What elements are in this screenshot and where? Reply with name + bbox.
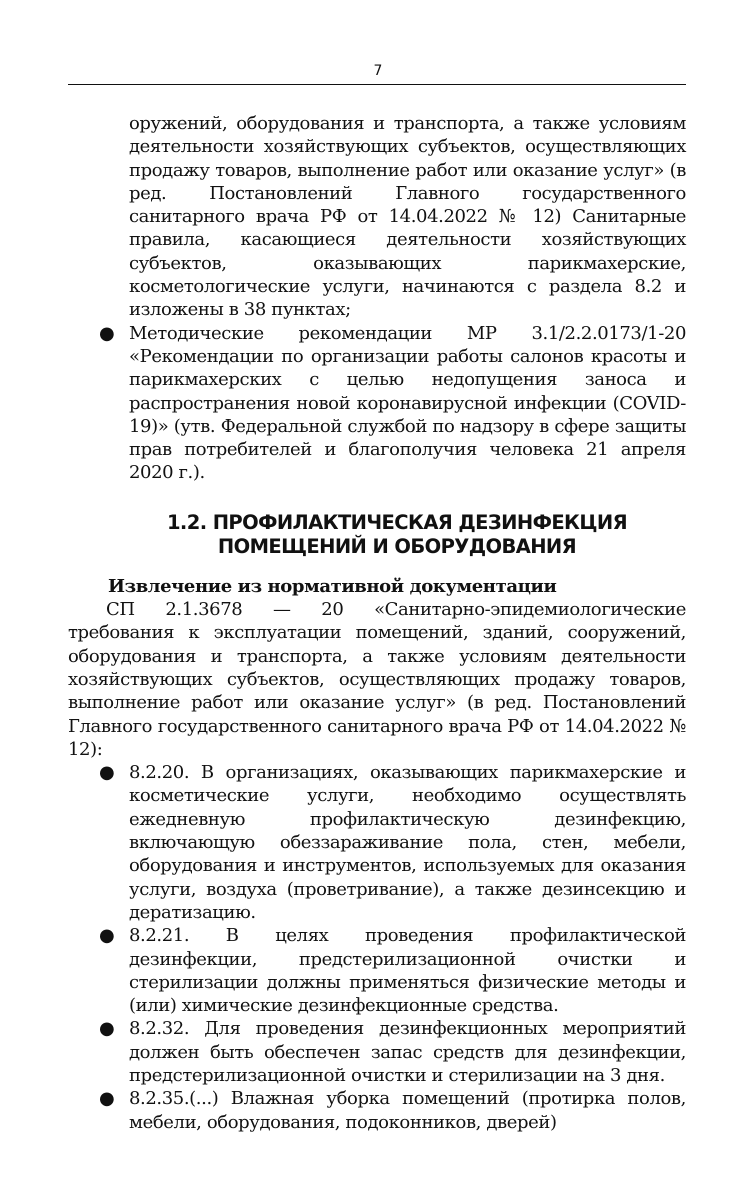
intro-continuation: оружений, оборудования и транспорта, а также условиям деятельности хозяйствующих субъектов, осуществляющих продажу товаров, выполнение работ или оказание услуг» (в ред. Постановлений Главного государственного санитарного врача РФ от 14.04.2022 № 12) Санитарные правила, касающиеся деятельности хозяйствующих субъектов, оказывающих парикмахерские, косметологические услуги, начинаются с раздела 8.2 и изложены в 38 пунктах; bbox=[129, 113, 686, 321]
list-item bbox=[68, 1017, 686, 1087]
bullet-icon: ● bbox=[99, 322, 115, 344]
header-divider bbox=[68, 84, 686, 85]
list-item-text: 8.2.32. Для проведения дезинфекционных мероприятий должен быть обеспечен запас средств для дезинфекции, предстерилизационной очистки и стерилизации на 3 дня. bbox=[129, 1018, 686, 1086]
subheading: Извлечение из нормативной документации bbox=[108, 575, 557, 597]
list-item-text: 8.2.21. В целях проведения профилактической дезинфекции, предстерилизационной очистки и стерилизации должны применяться физические методы и (или) химические дезинфекционные средства. bbox=[129, 925, 686, 1017]
list-item bbox=[68, 322, 686, 485]
bullet-icon: ● bbox=[99, 762, 115, 784]
page-content bbox=[68, 112, 686, 1134]
page-number: 7 bbox=[373, 63, 383, 79]
section-heading-line-1: 1.2. ПРОФИЛАКТИЧЕСКАЯ ДЕЗИНФЕКЦИЯ bbox=[166, 510, 628, 534]
bullet-icon: ● bbox=[99, 925, 115, 947]
bullet-icon: ● bbox=[99, 1018, 115, 1040]
list-item-text: 8.2.20. В организациях, оказывающих парикмахерские и косметические услуги, необходимо осуществлять ежедневную профилактическую дезинфекцию, включающую обеззараживание пола, стен, мебели, оборудования и инструментов, используемых для оказания услуги, воздуха (проветривание), а также дезинсекцию и дератизацию. bbox=[129, 762, 686, 923]
list-item bbox=[68, 761, 686, 924]
section-heading bbox=[68, 511, 686, 559]
list-item-text: Методические рекомендации МР 3.1/2.2.0173/1-20 «Рекомендации по организации работы салонов красоты и парикмахерских с целью недопущения заноса и распространения новой коронавирусной инфекции (COVID-19)» (утв. Федеральной службой по надзору в сфере защиты прав потребителей и благополучия человека 21 апреля 2020 г.). bbox=[129, 322, 686, 484]
bullet-icon: ● bbox=[99, 1088, 115, 1110]
list-item bbox=[68, 1087, 686, 1134]
section-heading-line-2: ПОМЕЩЕНИЙ И ОБОРУДОВАНИЯ bbox=[217, 534, 577, 558]
list-item-text: 8.2.35.(...) Влажная уборка помещений (протирка полов, мебели, оборудования, подоконников, дверей) bbox=[129, 1088, 686, 1133]
list-item bbox=[68, 924, 686, 1017]
body-paragraph: СП 2.1.3678 — 20 «Санитарно-эпидемиологические требования к эксплуатации помещений, зданий, сооружений, оборудования и транспорта, а также условиям деятельности хозяйствующих субъектов, осуществляющих продажу товаров, выполнение работ или оказание услуг» (в ред. Постановлений Главного государственного санитарного врача РФ от 14.04.2022 № 12): bbox=[68, 599, 686, 760]
